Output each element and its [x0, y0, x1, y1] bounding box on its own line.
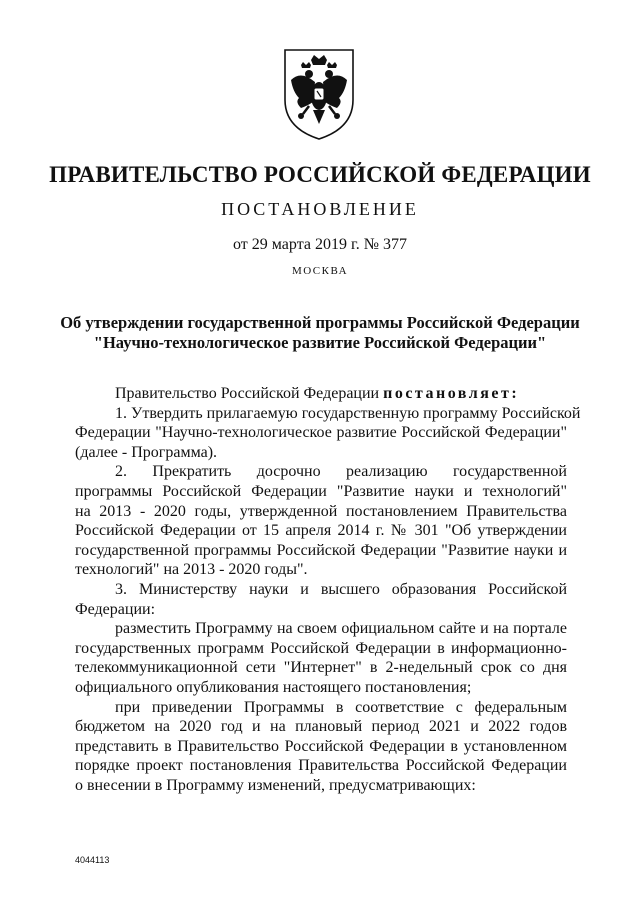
- document-type: ПОСТАНОВЛЕНИЕ: [221, 199, 419, 219]
- body-line: официального опубликования настоящего постановления;: [75, 678, 472, 696]
- document-code: 4044113: [75, 855, 110, 865]
- body-line: государственных программ Российской Федерации в информационно-: [75, 639, 567, 657]
- body-line: технологий" на 2013 - 2020 годы".: [75, 561, 308, 579]
- body-line: Российской Федерации от 15 апреля 2014 г. № 301 "Об утверждении: [75, 522, 567, 540]
- body-line: бюджетом на 2020 год и на плановый период 2021 и 2022 годов: [75, 718, 567, 736]
- body-line: разместить Программу на своем официальном сайте и на портале: [115, 620, 567, 638]
- body-line: государственной программы Российской Федерации "Развитие науки и: [75, 541, 567, 559]
- body-line: порядке проект постановления Правительства Российской Федерации: [75, 757, 567, 775]
- body-line: 2. Прекратить досрочно реализацию государственной: [115, 463, 567, 481]
- body-line: Федерации "Научно-технологическое развитие Российской Федерации": [75, 424, 567, 442]
- body-line: при приведении Программы в соответствие с федеральным: [115, 698, 567, 716]
- org-title: ПРАВИТЕЛЬСТВО РОССИЙСКОЙ ФЕДЕРАЦИИ: [49, 162, 591, 187]
- body-line: программы Российской Федерации "Развитие науки и технологий": [75, 482, 567, 500]
- document-body: [75, 384, 581, 795]
- intro-text: Правительство Российской Федерации: [115, 385, 380, 402]
- document-date-number: от 29 марта 2019 г. № 377: [233, 236, 407, 253]
- subject-line-1: Об утверждении государственной программы Российской Федерации: [60, 313, 580, 332]
- russian-coat-of-arms-icon: [271, 46, 367, 142]
- document-subject: [60, 313, 580, 353]
- body-line: представить в Правительство Российской Федерации в установленном: [75, 737, 567, 755]
- intro-line: [75, 384, 567, 404]
- intro-verb: постановляет:: [383, 385, 520, 402]
- body-line: на 2013 - 2020 годы, утвержденной постановлением Правительства: [75, 502, 567, 520]
- body-line: (далее - Программа).: [75, 443, 218, 461]
- document-city: МОСКВА: [291, 265, 349, 277]
- subject-line-2: "Научно-технологическое развитие Российской Федерации": [93, 333, 547, 352]
- body-line: Федерации:: [75, 600, 156, 618]
- body-line: 1. Утвердить прилагаемую государственную программу Российской: [115, 404, 581, 422]
- body-line: о внесении в Программу изменений, предусматривающих:: [75, 776, 476, 794]
- body-line: 3. Министерству науки и высшего образования Российской: [115, 580, 567, 598]
- body-line: телекоммуникационной сети "Интернет" в 2-недельный срок со дня: [75, 659, 567, 677]
